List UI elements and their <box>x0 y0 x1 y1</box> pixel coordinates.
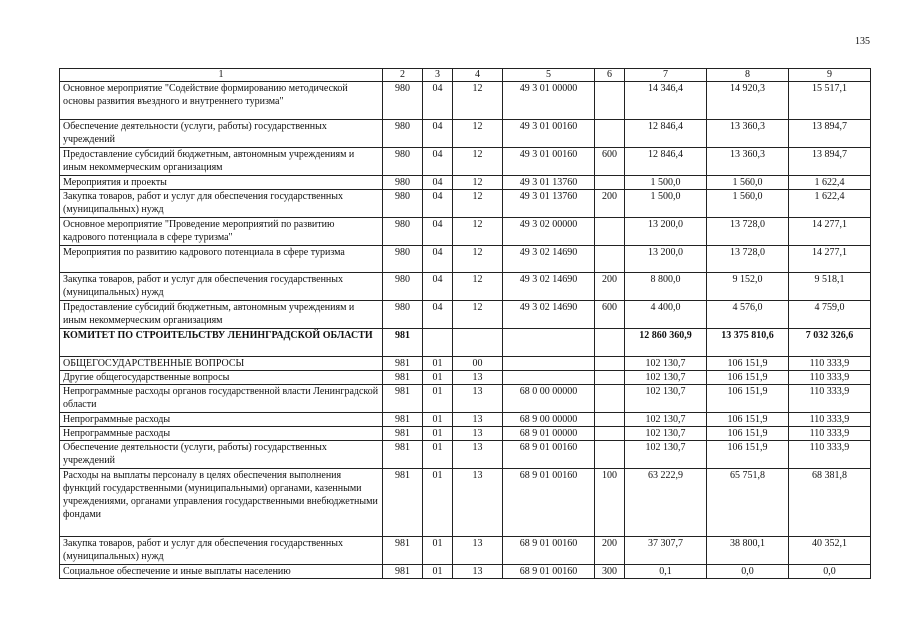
cell-amount-year-2: 13 375 810,6 <box>707 329 789 357</box>
cell-expense-type <box>595 385 625 413</box>
cell-amount-year-3: 1 622,4 <box>789 190 871 218</box>
cell-expense-type: 100 <box>595 469 625 537</box>
cell-amount-year-3: 68 381,8 <box>789 469 871 537</box>
cell-amount-year-3: 40 352,1 <box>789 537 871 565</box>
cell-section: 04 <box>423 148 453 176</box>
cell-amount-year-1: 13 200,0 <box>625 218 707 246</box>
cell-subsection: 12 <box>453 301 503 329</box>
cell-section <box>423 329 453 357</box>
cell-expense-type <box>595 441 625 469</box>
cell-name: ОБЩЕГОСУДАРСТВЕННЫЕ ВОПРОСЫ <box>60 357 383 371</box>
cell-section: 01 <box>423 565 453 579</box>
cell-expense-type <box>595 82 625 120</box>
cell-name: Непрограммные расходы <box>60 427 383 441</box>
cell-subsection: 12 <box>453 246 503 273</box>
cell-target-article: 68 9 01 00160 <box>503 565 595 579</box>
cell-section: 01 <box>423 469 453 537</box>
cell-subsection: 13 <box>453 413 503 427</box>
cell-expense-type <box>595 427 625 441</box>
table-body <box>60 82 871 579</box>
cell-section: 01 <box>423 371 453 385</box>
column-header-7: 7 <box>625 69 707 82</box>
table-header-row <box>60 69 871 82</box>
cell-amount-year-3: 9 518,1 <box>789 273 871 301</box>
table-row <box>60 413 871 427</box>
cell-section: 01 <box>423 413 453 427</box>
cell-amount-year-1: 14 346,4 <box>625 82 707 120</box>
table-row <box>60 565 871 579</box>
cell-amount-year-1: 1 500,0 <box>625 190 707 218</box>
column-header-5: 5 <box>503 69 595 82</box>
cell-target-article: 68 9 00 00000 <box>503 413 595 427</box>
cell-section: 01 <box>423 357 453 371</box>
cell-amount-year-3: 15 517,1 <box>789 82 871 120</box>
cell-name: Социальное обеспечение и иные выплаты населению <box>60 565 383 579</box>
column-header-4: 4 <box>453 69 503 82</box>
cell-expense-type <box>595 329 625 357</box>
cell-amount-year-3: 13 894,7 <box>789 148 871 176</box>
cell-expense-type <box>595 246 625 273</box>
cell-amount-year-2: 106 151,9 <box>707 427 789 441</box>
table-row <box>60 385 871 413</box>
cell-section: 01 <box>423 537 453 565</box>
cell-subsection: 13 <box>453 385 503 413</box>
cell-ministry-code: 980 <box>383 301 423 329</box>
cell-ministry-code: 981 <box>383 329 423 357</box>
cell-amount-year-3: 1 622,4 <box>789 176 871 190</box>
table-row <box>60 190 871 218</box>
cell-section: 04 <box>423 273 453 301</box>
column-header-8: 8 <box>707 69 789 82</box>
column-header-1: 1 <box>60 69 383 82</box>
cell-name: Другие общегосударственные вопросы <box>60 371 383 385</box>
cell-amount-year-3: 110 333,9 <box>789 441 871 469</box>
cell-target-article: 49 3 01 00000 <box>503 82 595 120</box>
cell-amount-year-1: 37 307,7 <box>625 537 707 565</box>
cell-amount-year-1: 12 860 360,9 <box>625 329 707 357</box>
cell-amount-year-2: 106 151,9 <box>707 413 789 427</box>
table-row <box>60 371 871 385</box>
cell-amount-year-2: 14 920,3 <box>707 82 789 120</box>
cell-subsection: 13 <box>453 371 503 385</box>
cell-section: 01 <box>423 441 453 469</box>
cell-amount-year-3: 14 277,1 <box>789 246 871 273</box>
cell-subsection: 12 <box>453 218 503 246</box>
cell-expense-type: 200 <box>595 537 625 565</box>
cell-expense-type: 600 <box>595 148 625 176</box>
cell-subsection: 12 <box>453 148 503 176</box>
cell-ministry-code: 980 <box>383 120 423 148</box>
table-row <box>60 82 871 120</box>
cell-target-article: 68 9 01 00160 <box>503 469 595 537</box>
column-header-3: 3 <box>423 69 453 82</box>
cell-amount-year-3: 0,0 <box>789 565 871 579</box>
cell-amount-year-1: 102 130,7 <box>625 357 707 371</box>
cell-amount-year-1: 1 500,0 <box>625 176 707 190</box>
column-header-2: 2 <box>383 69 423 82</box>
cell-ministry-code: 981 <box>383 357 423 371</box>
cell-amount-year-1: 102 130,7 <box>625 371 707 385</box>
cell-subsection: 12 <box>453 82 503 120</box>
cell-amount-year-3: 110 333,9 <box>789 413 871 427</box>
cell-target-article: 68 9 01 00000 <box>503 427 595 441</box>
cell-target-article: 49 3 01 00160 <box>503 120 595 148</box>
cell-amount-year-2: 13 728,0 <box>707 218 789 246</box>
cell-ministry-code: 980 <box>383 218 423 246</box>
cell-amount-year-1: 8 800,0 <box>625 273 707 301</box>
cell-expense-type <box>595 371 625 385</box>
cell-ministry-code: 981 <box>383 427 423 441</box>
cell-amount-year-2: 13 360,3 <box>707 120 789 148</box>
table-row <box>60 469 871 537</box>
cell-subsection: 13 <box>453 441 503 469</box>
cell-name: Закупка товаров, работ и услуг для обеспечения государственных (муниципальных) нужд <box>60 190 383 218</box>
cell-target-article: 68 9 01 00160 <box>503 441 595 469</box>
cell-name: Предоставление субсидий бюджетным, автономным учреждениям и иным некоммерческим организациям <box>60 301 383 329</box>
cell-target-article: 49 3 02 00000 <box>503 218 595 246</box>
cell-amount-year-1: 102 130,7 <box>625 441 707 469</box>
cell-amount-year-2: 13 360,3 <box>707 148 789 176</box>
table-row <box>60 273 871 301</box>
cell-amount-year-1: 4 400,0 <box>625 301 707 329</box>
table-row <box>60 246 871 273</box>
cell-target-article: 68 9 01 00160 <box>503 537 595 565</box>
cell-amount-year-3: 110 333,9 <box>789 385 871 413</box>
cell-subsection: 12 <box>453 273 503 301</box>
cell-target-article: 49 3 01 13760 <box>503 190 595 218</box>
cell-name: Основное мероприятие "Проведение мероприятий по развитию кадрового потенциала в сфере туризма" <box>60 218 383 246</box>
cell-amount-year-2: 4 576,0 <box>707 301 789 329</box>
cell-amount-year-1: 13 200,0 <box>625 246 707 273</box>
cell-amount-year-2: 1 560,0 <box>707 190 789 218</box>
cell-section: 04 <box>423 190 453 218</box>
table-row <box>60 176 871 190</box>
cell-amount-year-1: 12 846,4 <box>625 120 707 148</box>
cell-section: 04 <box>423 120 453 148</box>
cell-target-article: 49 3 02 14690 <box>503 246 595 273</box>
cell-expense-type: 600 <box>595 301 625 329</box>
cell-name: Обеспечение деятельности (услуги, работы) государственных учреждений <box>60 120 383 148</box>
cell-amount-year-1: 0,1 <box>625 565 707 579</box>
cell-amount-year-3: 110 333,9 <box>789 357 871 371</box>
cell-target-article: 49 3 02 14690 <box>503 301 595 329</box>
cell-amount-year-2: 65 751,8 <box>707 469 789 537</box>
cell-ministry-code: 980 <box>383 176 423 190</box>
cell-amount-year-3: 13 894,7 <box>789 120 871 148</box>
cell-expense-type <box>595 120 625 148</box>
cell-subsection: 12 <box>453 190 503 218</box>
cell-section: 04 <box>423 246 453 273</box>
cell-amount-year-2: 106 151,9 <box>707 441 789 469</box>
cell-subsection: 13 <box>453 427 503 441</box>
cell-amount-year-2: 38 800,1 <box>707 537 789 565</box>
cell-name: Закупка товаров, работ и услуг для обеспечения государственных (муниципальных) нужд <box>60 273 383 301</box>
cell-expense-type <box>595 357 625 371</box>
cell-ministry-code: 980 <box>383 190 423 218</box>
cell-amount-year-2: 0,0 <box>707 565 789 579</box>
cell-name: Основное мероприятие "Содействие формированию методической основы развития въездного и внутреннего туризма" <box>60 82 383 120</box>
table-row <box>60 148 871 176</box>
table-row <box>60 441 871 469</box>
cell-section: 01 <box>423 427 453 441</box>
cell-amount-year-1: 63 222,9 <box>625 469 707 537</box>
cell-expense-type: 200 <box>595 273 625 301</box>
cell-section: 04 <box>423 176 453 190</box>
column-header-6: 6 <box>595 69 625 82</box>
cell-expense-type <box>595 413 625 427</box>
cell-name: Непрограммные расходы <box>60 413 383 427</box>
cell-amount-year-3: 14 277,1 <box>789 218 871 246</box>
budget-table <box>59 68 871 579</box>
cell-ministry-code: 980 <box>383 273 423 301</box>
page-number: 135 <box>855 36 870 47</box>
cell-subsection: 13 <box>453 537 503 565</box>
cell-name: Расходы на выплаты персоналу в целях обеспечения выполнения функций государственными (муниципальными) органами, казенными учреждениями, органами управления государственными внебюджетными фондами <box>60 469 383 537</box>
cell-amount-year-2: 106 151,9 <box>707 371 789 385</box>
cell-ministry-code: 981 <box>383 441 423 469</box>
cell-subsection <box>453 329 503 357</box>
cell-subsection: 13 <box>453 469 503 537</box>
cell-section: 04 <box>423 82 453 120</box>
cell-amount-year-3: 7 032 326,6 <box>789 329 871 357</box>
cell-amount-year-3: 110 333,9 <box>789 371 871 385</box>
cell-ministry-code: 980 <box>383 246 423 273</box>
cell-target-article: 49 3 02 14690 <box>503 273 595 301</box>
table-row <box>60 537 871 565</box>
cell-target-article <box>503 357 595 371</box>
cell-amount-year-1: 12 846,4 <box>625 148 707 176</box>
cell-amount-year-2: 13 728,0 <box>707 246 789 273</box>
table-row <box>60 357 871 371</box>
cell-subsection: 12 <box>453 176 503 190</box>
cell-name: Мероприятия по развитию кадрового потенциала в сфере туризма <box>60 246 383 273</box>
cell-name: Мероприятия и проекты <box>60 176 383 190</box>
cell-expense-type: 200 <box>595 190 625 218</box>
table-row <box>60 427 871 441</box>
cell-target-article: 68 0 00 00000 <box>503 385 595 413</box>
cell-name: КОМИТЕТ ПО СТРОИТЕЛЬСТВУ ЛЕНИНГРАДСКОЙ ОБЛАСТИ <box>60 329 383 357</box>
cell-amount-year-2: 106 151,9 <box>707 385 789 413</box>
cell-section: 01 <box>423 385 453 413</box>
cell-amount-year-1: 102 130,7 <box>625 413 707 427</box>
cell-amount-year-3: 110 333,9 <box>789 427 871 441</box>
cell-expense-type <box>595 176 625 190</box>
cell-ministry-code: 981 <box>383 469 423 537</box>
cell-subsection: 12 <box>453 120 503 148</box>
cell-target-article <box>503 329 595 357</box>
cell-subsection: 13 <box>453 565 503 579</box>
cell-subsection: 00 <box>453 357 503 371</box>
cell-expense-type <box>595 218 625 246</box>
cell-ministry-code: 981 <box>383 413 423 427</box>
cell-target-article: 49 3 01 13760 <box>503 176 595 190</box>
column-header-9: 9 <box>789 69 871 82</box>
cell-section: 04 <box>423 301 453 329</box>
cell-ministry-code: 980 <box>383 82 423 120</box>
cell-ministry-code: 981 <box>383 537 423 565</box>
cell-amount-year-2: 1 560,0 <box>707 176 789 190</box>
cell-name: Обеспечение деятельности (услуги, работы) государственных учреждений <box>60 441 383 469</box>
cell-amount-year-3: 4 759,0 <box>789 301 871 329</box>
table-row <box>60 120 871 148</box>
cell-target-article: 49 3 01 00160 <box>503 148 595 176</box>
cell-expense-type: 300 <box>595 565 625 579</box>
cell-target-article <box>503 371 595 385</box>
cell-amount-year-1: 102 130,7 <box>625 427 707 441</box>
cell-name: Закупка товаров, работ и услуг для обеспечения государственных (муниципальных) нужд <box>60 537 383 565</box>
cell-ministry-code: 981 <box>383 371 423 385</box>
cell-amount-year-1: 102 130,7 <box>625 385 707 413</box>
cell-amount-year-2: 9 152,0 <box>707 273 789 301</box>
cell-ministry-code: 980 <box>383 148 423 176</box>
cell-amount-year-2: 106 151,9 <box>707 357 789 371</box>
table-row <box>60 301 871 329</box>
table-row <box>60 218 871 246</box>
cell-ministry-code: 981 <box>383 385 423 413</box>
cell-section: 04 <box>423 218 453 246</box>
cell-name: Непрограммные расходы органов государственной власти Ленинградской области <box>60 385 383 413</box>
cell-ministry-code: 981 <box>383 565 423 579</box>
table-row <box>60 329 871 357</box>
cell-name: Предоставление субсидий бюджетным, автономным учреждениям и иным некоммерческим организациям <box>60 148 383 176</box>
